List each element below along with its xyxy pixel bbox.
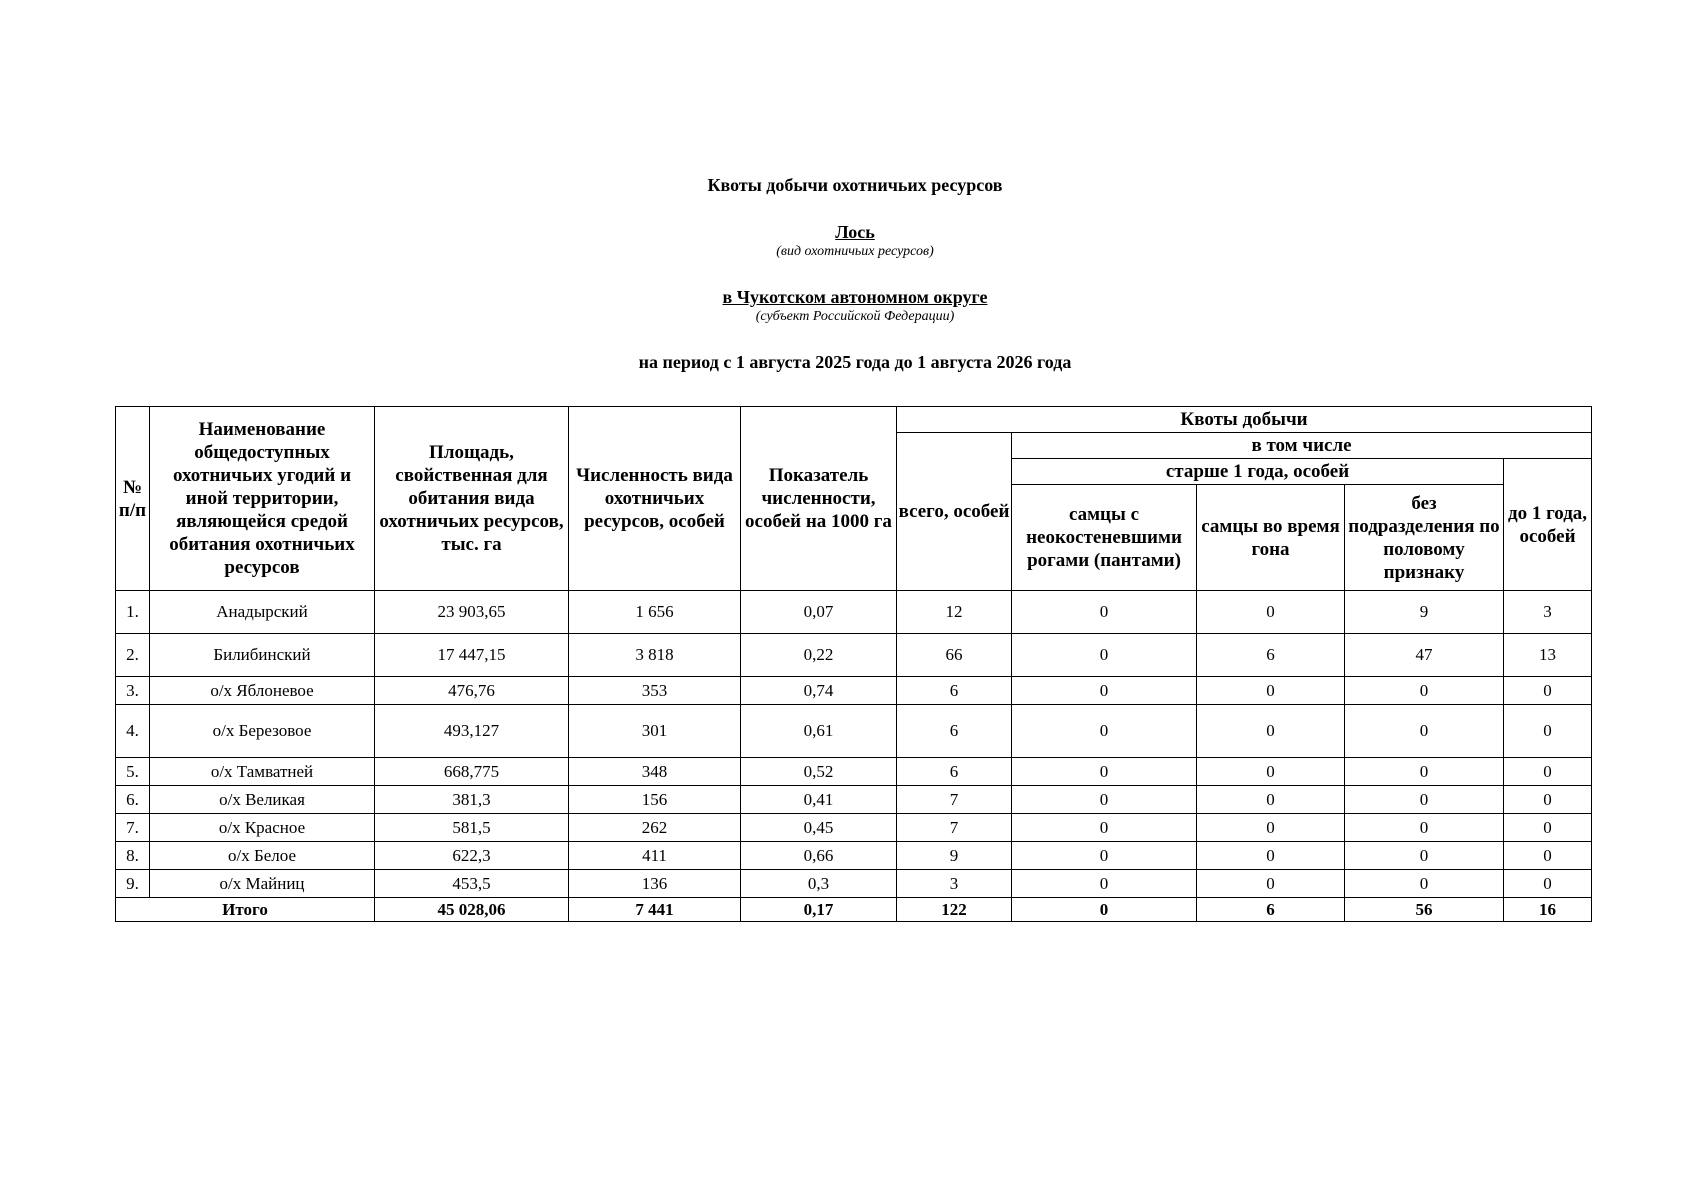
quota-table [115,406,1592,922]
header-males-antlers: самцы с неокостеневшими рогами (пантами) [1012,485,1197,591]
row-name: о/х Тамватней [150,758,375,786]
row-males-antlers: 0 [1012,870,1197,898]
table-row [116,634,1592,677]
row-area: 23 903,65 [375,591,569,634]
row-area: 581,5 [375,814,569,842]
region-name: в Чукотском автономном округе [722,287,988,307]
row-num: 4. [116,705,150,758]
table-row [116,705,1592,758]
row-total: 9 [897,842,1012,870]
row-name: о/х Березовое [150,705,375,758]
row-num: 2. [116,634,150,677]
totals-males-antlers: 0 [1012,898,1197,922]
header-quotas: Квоты добычи [897,407,1592,433]
row-under-one: 3 [1504,591,1592,634]
totals-label: Итого [116,898,375,922]
row-males-antlers: 0 [1012,591,1197,634]
row-no-sex: 0 [1345,842,1504,870]
table-row [116,814,1592,842]
row-males-rut: 0 [1197,842,1345,870]
totals-total: 122 [897,898,1012,922]
row-under-one: 0 [1504,705,1592,758]
header-older: старше 1 года, особей [1012,459,1504,485]
totals-density: 0,17 [741,898,897,922]
row-males-rut: 0 [1197,814,1345,842]
row-density: 0,74 [741,677,897,705]
row-under-one: 0 [1504,786,1592,814]
header-population: Численность вида охотничьих ресурсов, особей [569,407,741,591]
row-area: 381,3 [375,786,569,814]
region-caption: (субъект Российской Федерации) [755,309,955,324]
table-row [116,786,1592,814]
table-row [116,677,1592,705]
row-total: 6 [897,677,1012,705]
totals-area: 45 028,06 [375,898,569,922]
row-no-sex: 0 [1345,814,1504,842]
totals-row [116,898,1592,922]
row-total: 6 [897,705,1012,758]
row-density: 0,52 [741,758,897,786]
header-including: в том числе [1012,433,1592,459]
row-density: 0,3 [741,870,897,898]
row-total: 6 [897,758,1012,786]
row-population: 1 656 [569,591,741,634]
row-total: 66 [897,634,1012,677]
row-no-sex: 0 [1345,758,1504,786]
row-area: 668,775 [375,758,569,786]
row-males-rut: 0 [1197,677,1345,705]
row-density: 0,41 [741,786,897,814]
row-no-sex: 9 [1345,591,1504,634]
header-under-one: до 1 года, особей [1504,459,1592,591]
row-total: 3 [897,870,1012,898]
row-density: 0,66 [741,842,897,870]
period-text: на период с 1 августа 2025 года до 1 августа 2026 года [638,352,1072,372]
header-num: № п/п [116,407,150,591]
row-no-sex: 0 [1345,870,1504,898]
row-name: о/х Белое [150,842,375,870]
row-name: о/х Красное [150,814,375,842]
row-males-antlers: 0 [1012,842,1197,870]
row-total: 7 [897,814,1012,842]
row-males-rut: 0 [1197,758,1345,786]
header-name: Наименование общедоступных охотничьих угодий и иной территории, являющейся средой обитания охотничьих ресурсов [150,407,375,591]
header-total: всего, особей [897,433,1012,591]
table-row [116,758,1592,786]
species-caption: (вид охотничьих ресурсов) [776,244,934,259]
row-population: 301 [569,705,741,758]
row-under-one: 0 [1504,814,1592,842]
row-no-sex: 0 [1345,705,1504,758]
row-males-rut: 6 [1197,634,1345,677]
row-no-sex: 0 [1345,677,1504,705]
row-num: 7. [116,814,150,842]
row-num: 6. [116,786,150,814]
row-num: 9. [116,870,150,898]
row-density: 0,45 [741,814,897,842]
table-row [116,591,1592,634]
row-total: 7 [897,786,1012,814]
row-males-antlers: 0 [1012,786,1197,814]
row-population: 348 [569,758,741,786]
row-population: 136 [569,870,741,898]
row-num: 1. [116,591,150,634]
species-name: Лось [835,222,875,242]
document-title: Квоты добычи охотничьих ресурсов [707,175,1003,195]
row-area: 17 447,15 [375,634,569,677]
table-row [116,842,1592,870]
row-density: 0,07 [741,591,897,634]
row-males-rut: 0 [1197,870,1345,898]
row-population: 3 818 [569,634,741,677]
row-under-one: 0 [1504,758,1592,786]
row-density: 0,61 [741,705,897,758]
header-no-sex: без подразделения по половому признаку [1345,485,1504,591]
header-area: Площадь, свойственная для обитания вида охотничьих ресурсов, тыс. га [375,407,569,591]
row-num: 3. [116,677,150,705]
row-name: Анадырский [150,591,375,634]
row-total: 12 [897,591,1012,634]
row-under-one: 0 [1504,842,1592,870]
row-area: 453,5 [375,870,569,898]
header-density: Показатель численности, особей на 1000 га [741,407,897,591]
row-density: 0,22 [741,634,897,677]
row-population: 411 [569,842,741,870]
table-row [116,870,1592,898]
row-males-antlers: 0 [1012,814,1197,842]
row-area: 622,3 [375,842,569,870]
row-no-sex: 47 [1345,634,1504,677]
row-males-antlers: 0 [1012,758,1197,786]
row-no-sex: 0 [1345,786,1504,814]
totals-males-rut: 6 [1197,898,1345,922]
row-num: 8. [116,842,150,870]
row-population: 262 [569,814,741,842]
row-under-one: 0 [1504,677,1592,705]
row-population: 353 [569,677,741,705]
row-males-antlers: 0 [1012,634,1197,677]
header-males-rut: самцы во время гона [1197,485,1345,591]
row-area: 476,76 [375,677,569,705]
totals-population: 7 441 [569,898,741,922]
row-under-one: 13 [1504,634,1592,677]
row-area: 493,127 [375,705,569,758]
totals-under-one: 16 [1504,898,1592,922]
row-num: 5. [116,758,150,786]
row-males-rut: 0 [1197,786,1345,814]
row-under-one: 0 [1504,870,1592,898]
row-males-rut: 0 [1197,591,1345,634]
row-males-antlers: 0 [1012,677,1197,705]
row-males-antlers: 0 [1012,705,1197,758]
row-name: о/х Великая [150,786,375,814]
row-males-rut: 0 [1197,705,1345,758]
totals-no-sex: 56 [1345,898,1504,922]
row-name: Билибинский [150,634,375,677]
row-population: 156 [569,786,741,814]
row-name: о/х Майниц [150,870,375,898]
row-name: о/х Яблоневое [150,677,375,705]
